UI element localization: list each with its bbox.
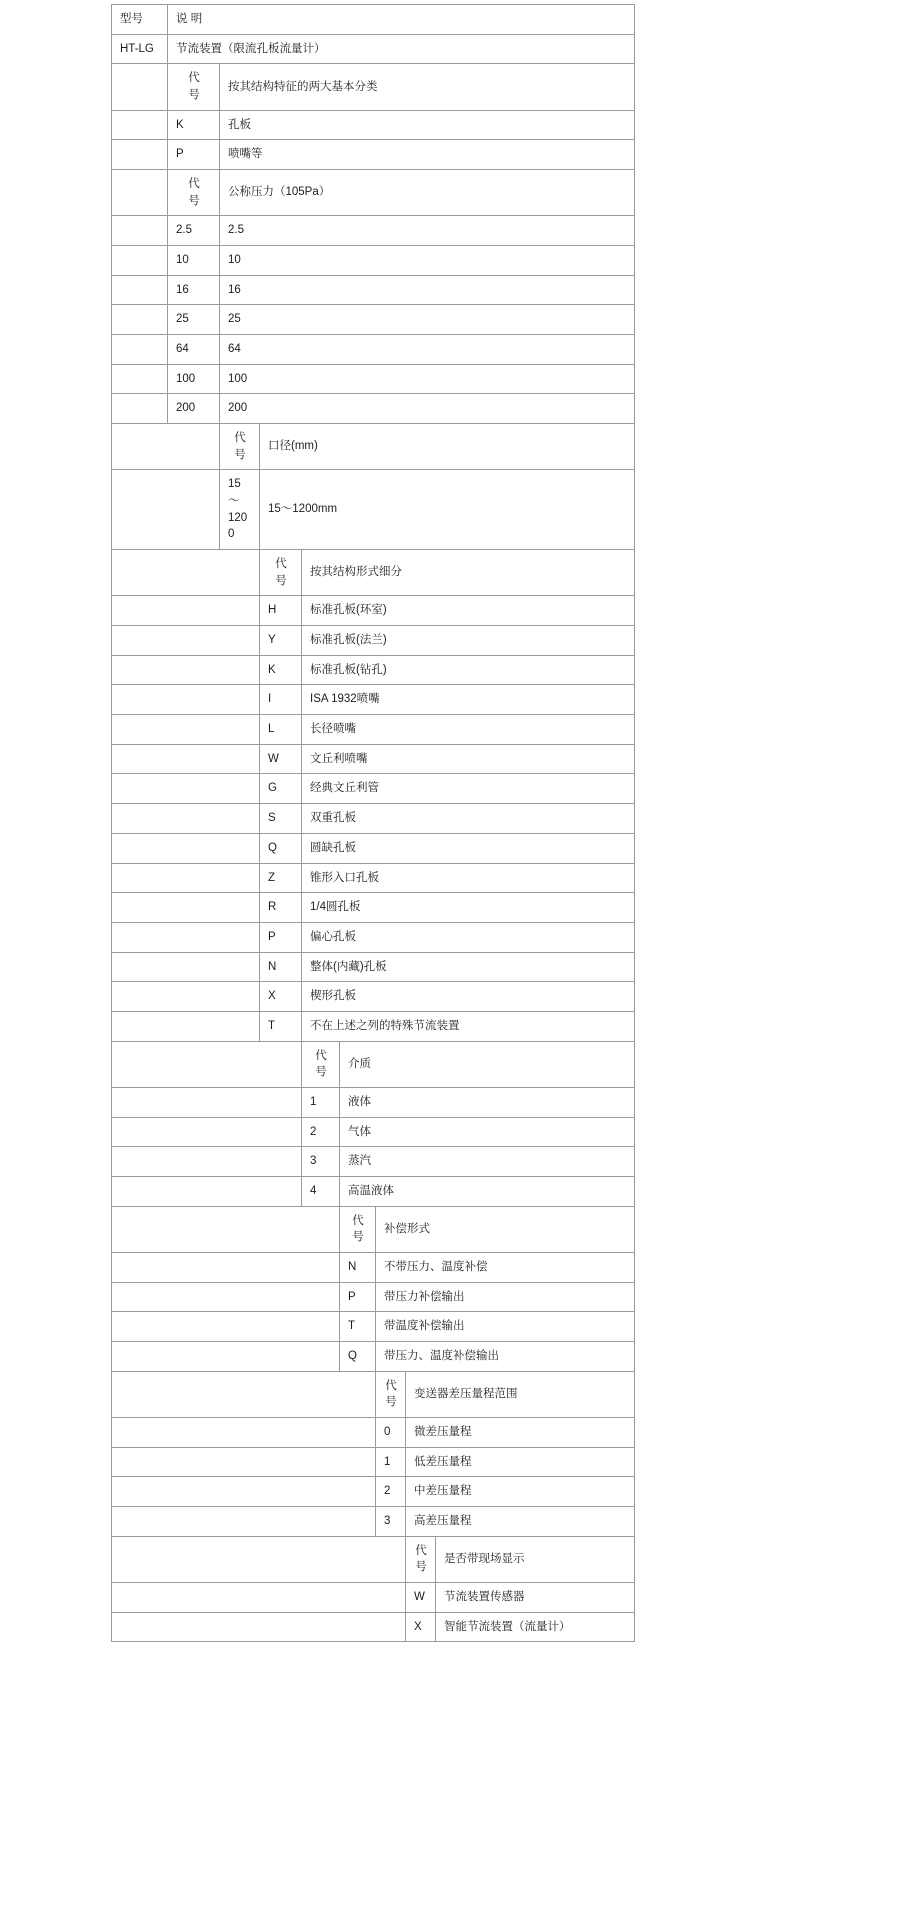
section-header-row-compensation-form bbox=[112, 1206, 635, 1252]
header-code-cell: 型号 bbox=[112, 5, 168, 35]
transmitter-differential-pressure-range-code-4: 3 bbox=[376, 1506, 406, 1536]
structure-form-subdivision-code-14: X bbox=[260, 982, 302, 1012]
structure-form-subdivision-row-indent bbox=[112, 893, 260, 923]
structure-form-subdivision-row-indent bbox=[112, 922, 260, 952]
transmitter-differential-pressure-range-desc-2: 低差压量程 bbox=[406, 1447, 635, 1477]
nominal-pressure-desc-5: 64 bbox=[220, 335, 635, 365]
nominal-pressure-code-1: 2.5 bbox=[168, 216, 220, 246]
table-row bbox=[112, 922, 635, 952]
structure-basic-classification-row-indent bbox=[112, 140, 168, 170]
structure-basic-classification-code-header bbox=[168, 64, 220, 110]
nominal-pressure-row-indent bbox=[112, 275, 168, 305]
table-row bbox=[112, 1147, 635, 1177]
nominal-pressure-code-5: 64 bbox=[168, 335, 220, 365]
structure-form-subdivision-desc-3: 标准孔板(钻孔) bbox=[302, 655, 635, 685]
table-row bbox=[112, 1417, 635, 1447]
table-row bbox=[112, 1447, 635, 1477]
nominal-pressure-desc-7: 200 bbox=[220, 394, 635, 424]
table-row bbox=[112, 1582, 635, 1612]
model-desc-cell: 节流装置（限流孔板流量计） bbox=[168, 34, 635, 64]
compensation-form-code-3: T bbox=[340, 1312, 376, 1342]
transmitter-differential-pressure-range-row-indent bbox=[112, 1447, 376, 1477]
medium-indent bbox=[112, 1041, 302, 1087]
section-header-row-structure-form-subdivision bbox=[112, 550, 635, 596]
bore-diameter-desc-header: 口径(mm) bbox=[260, 424, 635, 470]
vertical-char: 号 bbox=[315, 1066, 327, 1079]
vertical-char: 代 bbox=[352, 1214, 364, 1227]
compensation-form-code-1: N bbox=[340, 1252, 376, 1282]
compensation-form-row-indent bbox=[112, 1282, 340, 1312]
nominal-pressure-row-indent bbox=[112, 335, 168, 365]
with-local-display-desc-header: 是否带现场显示 bbox=[436, 1536, 635, 1582]
medium-row-indent bbox=[112, 1117, 302, 1147]
vertical-char: 代 bbox=[188, 72, 200, 85]
vertical-char: 代 bbox=[188, 178, 200, 191]
table-row bbox=[112, 1477, 635, 1507]
structure-form-subdivision-code-9: Q bbox=[260, 833, 302, 863]
table-row bbox=[112, 364, 635, 394]
structure-form-subdivision-code-4: I bbox=[260, 685, 302, 715]
structure-form-subdivision-row-indent bbox=[112, 596, 260, 626]
model-designation-table bbox=[111, 4, 635, 1642]
medium-desc-header: 介质 bbox=[340, 1041, 635, 1087]
transmitter-differential-pressure-range-row-indent bbox=[112, 1477, 376, 1507]
vertical-char: 代 bbox=[385, 1379, 397, 1392]
structure-form-subdivision-desc-9: 圆缺孔板 bbox=[302, 833, 635, 863]
structure-form-subdivision-desc-header: 按其结构形式细分 bbox=[302, 550, 635, 596]
structure-basic-classification-desc-2: 喷嘴等 bbox=[220, 140, 635, 170]
table-row bbox=[112, 804, 635, 834]
section-header-row-nominal-pressure bbox=[112, 170, 635, 216]
structure-form-subdivision-row-indent bbox=[112, 774, 260, 804]
structure-form-subdivision-desc-15: 不在上述之列的特殊节流装置 bbox=[302, 1011, 635, 1041]
nominal-pressure-desc-6: 100 bbox=[220, 364, 635, 394]
with-local-display-code-1: W bbox=[406, 1582, 436, 1612]
structure-form-subdivision-code-12: P bbox=[260, 922, 302, 952]
table-row bbox=[112, 1252, 635, 1282]
table-row bbox=[112, 1341, 635, 1371]
bore-diameter-code-header bbox=[220, 424, 260, 470]
nominal-pressure-code-2: 10 bbox=[168, 246, 220, 276]
table-row bbox=[112, 952, 635, 982]
table-row bbox=[112, 1087, 635, 1117]
section-header-row-transmitter-differential-pressure-range bbox=[112, 1371, 635, 1417]
table-row bbox=[112, 470, 635, 550]
nominal-pressure-code-7: 200 bbox=[168, 394, 220, 424]
medium-desc-4: 高温液体 bbox=[340, 1176, 635, 1206]
medium-code-3: 3 bbox=[302, 1147, 340, 1177]
medium-code-2: 2 bbox=[302, 1117, 340, 1147]
structure-basic-classification-row-indent bbox=[112, 110, 168, 140]
table-row bbox=[112, 774, 635, 804]
table-row bbox=[112, 1612, 635, 1642]
nominal-pressure-row-indent bbox=[112, 216, 168, 246]
transmitter-differential-pressure-range-desc-4: 高差压量程 bbox=[406, 1506, 635, 1536]
structure-form-subdivision-code-11: R bbox=[260, 893, 302, 923]
section-header-row-with-local-display bbox=[112, 1536, 635, 1582]
table-row bbox=[112, 335, 635, 365]
structure-form-subdivision-desc-7: 经典文丘利管 bbox=[302, 774, 635, 804]
section-header-row-bore-diameter bbox=[112, 424, 635, 470]
table-row bbox=[112, 216, 635, 246]
nominal-pressure-code-header bbox=[168, 170, 220, 216]
header-row bbox=[112, 5, 635, 35]
table-row bbox=[112, 596, 635, 626]
nominal-pressure-indent bbox=[112, 170, 168, 216]
compensation-form-row-indent bbox=[112, 1341, 340, 1371]
medium-row-indent bbox=[112, 1176, 302, 1206]
table-row bbox=[112, 685, 635, 715]
structure-form-subdivision-desc-8: 双重孔板 bbox=[302, 804, 635, 834]
table-row bbox=[112, 893, 635, 923]
vertical-char: 号 bbox=[188, 194, 200, 207]
with-local-display-desc-1: 节流装置传感器 bbox=[436, 1582, 635, 1612]
compensation-form-code-2: P bbox=[340, 1282, 376, 1312]
nominal-pressure-row-indent bbox=[112, 364, 168, 394]
transmitter-differential-pressure-range-code-3: 2 bbox=[376, 1477, 406, 1507]
table-row bbox=[112, 833, 635, 863]
vertical-char: 号 bbox=[415, 1561, 427, 1574]
transmitter-differential-pressure-range-indent bbox=[112, 1371, 376, 1417]
structure-form-subdivision-row-indent bbox=[112, 833, 260, 863]
transmitter-differential-pressure-range-desc-header: 变送器差压量程范围 bbox=[406, 1371, 635, 1417]
table-row bbox=[112, 1176, 635, 1206]
table-row bbox=[112, 655, 635, 685]
vertical-char: 号 bbox=[352, 1231, 364, 1244]
table-row bbox=[112, 246, 635, 276]
structure-form-subdivision-row-indent bbox=[112, 1011, 260, 1041]
transmitter-differential-pressure-range-desc-3: 中差压量程 bbox=[406, 1477, 635, 1507]
structure-basic-classification-indent bbox=[112, 64, 168, 110]
vertical-char: 代 bbox=[275, 558, 287, 571]
table-body bbox=[112, 5, 635, 1642]
nominal-pressure-row-indent bbox=[112, 394, 168, 424]
transmitter-differential-pressure-range-row-indent bbox=[112, 1417, 376, 1447]
structure-form-subdivision-desc-12: 偏心孔板 bbox=[302, 922, 635, 952]
table-row bbox=[112, 1506, 635, 1536]
structure-form-subdivision-code-header bbox=[260, 550, 302, 596]
bore-diameter-indent bbox=[112, 424, 220, 470]
table-row bbox=[112, 744, 635, 774]
vertical-char: 代 bbox=[315, 1049, 327, 1062]
structure-form-subdivision-row-indent bbox=[112, 952, 260, 982]
medium-row-indent bbox=[112, 1147, 302, 1177]
vertical-char: 号 bbox=[234, 448, 246, 461]
compensation-form-code-4: Q bbox=[340, 1341, 376, 1371]
structure-form-subdivision-desc-10: 锥形入口孔板 bbox=[302, 863, 635, 893]
vertical-char: 代 bbox=[234, 432, 246, 445]
nominal-pressure-desc-header: 公称压力（105Pa） bbox=[220, 170, 635, 216]
medium-desc-2: 气体 bbox=[340, 1117, 635, 1147]
structure-form-subdivision-row-indent bbox=[112, 744, 260, 774]
transmitter-differential-pressure-range-desc-1: 微差压量程 bbox=[406, 1417, 635, 1447]
transmitter-differential-pressure-range-code-header bbox=[376, 1371, 406, 1417]
compensation-form-desc-4: 带压力、温度补偿输出 bbox=[376, 1341, 635, 1371]
structure-form-subdivision-code-13: N bbox=[260, 952, 302, 982]
structure-form-subdivision-desc-14: 楔形孔板 bbox=[302, 982, 635, 1012]
medium-desc-3: 蒸汽 bbox=[340, 1147, 635, 1177]
vertical-char: 号 bbox=[385, 1396, 397, 1409]
transmitter-differential-pressure-range-code-1: 0 bbox=[376, 1417, 406, 1447]
bore-diameter-code-1: 15～1200 bbox=[220, 470, 260, 550]
structure-form-subdivision-row-indent bbox=[112, 715, 260, 745]
with-local-display-desc-2: 智能节流装置（流量计） bbox=[436, 1612, 635, 1642]
structure-form-subdivision-row-indent bbox=[112, 863, 260, 893]
table-row bbox=[112, 1282, 635, 1312]
with-local-display-row-indent bbox=[112, 1612, 406, 1642]
medium-desc-1: 液体 bbox=[340, 1087, 635, 1117]
table-row bbox=[112, 140, 635, 170]
transmitter-differential-pressure-range-row-indent bbox=[112, 1506, 376, 1536]
table-row bbox=[112, 1011, 635, 1041]
nominal-pressure-desc-4: 25 bbox=[220, 305, 635, 335]
structure-form-subdivision-desc-11: 1/4圆孔板 bbox=[302, 893, 635, 923]
vertical-char: 号 bbox=[188, 89, 200, 102]
structure-form-subdivision-desc-4: ISA 1932喷嘴 bbox=[302, 685, 635, 715]
structure-form-subdivision-desc-1: 标准孔板(环室) bbox=[302, 596, 635, 626]
section-header-row-medium bbox=[112, 1041, 635, 1087]
table-row bbox=[112, 1117, 635, 1147]
structure-form-subdivision-code-5: L bbox=[260, 715, 302, 745]
table-row bbox=[112, 982, 635, 1012]
compensation-form-row-indent bbox=[112, 1312, 340, 1342]
nominal-pressure-code-6: 100 bbox=[168, 364, 220, 394]
bore-diameter-row-indent bbox=[112, 470, 220, 550]
compensation-form-indent bbox=[112, 1206, 340, 1252]
compensation-form-desc-header: 补偿形式 bbox=[376, 1206, 635, 1252]
compensation-form-desc-3: 带温度补偿输出 bbox=[376, 1312, 635, 1342]
structure-form-subdivision-desc-5: 长径喷嘴 bbox=[302, 715, 635, 745]
nominal-pressure-row-indent bbox=[112, 246, 168, 276]
model-row bbox=[112, 34, 635, 64]
table-row bbox=[112, 1312, 635, 1342]
structure-form-subdivision-code-2: Y bbox=[260, 626, 302, 656]
with-local-display-indent bbox=[112, 1536, 406, 1582]
structure-form-subdivision-code-8: S bbox=[260, 804, 302, 834]
nominal-pressure-code-3: 16 bbox=[168, 275, 220, 305]
structure-form-subdivision-indent bbox=[112, 550, 260, 596]
nominal-pressure-code-4: 25 bbox=[168, 305, 220, 335]
structure-form-subdivision-row-indent bbox=[112, 685, 260, 715]
structure-form-subdivision-code-15: T bbox=[260, 1011, 302, 1041]
nominal-pressure-desc-2: 10 bbox=[220, 246, 635, 276]
with-local-display-row-indent bbox=[112, 1582, 406, 1612]
structure-form-subdivision-row-indent bbox=[112, 655, 260, 685]
structure-form-subdivision-desc-6: 文丘利喷嘴 bbox=[302, 744, 635, 774]
structure-form-subdivision-code-3: K bbox=[260, 655, 302, 685]
table-row bbox=[112, 275, 635, 305]
structure-form-subdivision-row-indent bbox=[112, 626, 260, 656]
structure-form-subdivision-row-indent bbox=[112, 804, 260, 834]
structure-form-subdivision-code-7: G bbox=[260, 774, 302, 804]
model-code-cell: HT-LG bbox=[112, 34, 168, 64]
structure-form-subdivision-code-10: Z bbox=[260, 863, 302, 893]
medium-code-header bbox=[302, 1041, 340, 1087]
structure-basic-classification-desc-header: 按其结构特征的两大基本分类 bbox=[220, 64, 635, 110]
medium-row-indent bbox=[112, 1087, 302, 1117]
nominal-pressure-row-indent bbox=[112, 305, 168, 335]
bore-diameter-desc-1: 15～1200mm bbox=[260, 470, 635, 550]
transmitter-differential-pressure-range-code-2: 1 bbox=[376, 1447, 406, 1477]
structure-basic-classification-code-1: K bbox=[168, 110, 220, 140]
compensation-form-row-indent bbox=[112, 1252, 340, 1282]
structure-form-subdivision-code-6: W bbox=[260, 744, 302, 774]
structure-basic-classification-code-2: P bbox=[168, 140, 220, 170]
structure-form-subdivision-desc-2: 标准孔板(法兰) bbox=[302, 626, 635, 656]
compensation-form-desc-2: 带压力补偿输出 bbox=[376, 1282, 635, 1312]
table-row bbox=[112, 305, 635, 335]
header-desc-cell: 说 明 bbox=[168, 5, 635, 35]
nominal-pressure-desc-3: 16 bbox=[220, 275, 635, 305]
structure-form-subdivision-desc-13: 整体(内藏)孔板 bbox=[302, 952, 635, 982]
table-row bbox=[112, 110, 635, 140]
structure-form-subdivision-row-indent bbox=[112, 982, 260, 1012]
table-row bbox=[112, 626, 635, 656]
table-row bbox=[112, 394, 635, 424]
vertical-char: 号 bbox=[275, 574, 287, 587]
structure-form-subdivision-code-1: H bbox=[260, 596, 302, 626]
medium-code-4: 4 bbox=[302, 1176, 340, 1206]
with-local-display-code-header bbox=[406, 1536, 436, 1582]
with-local-display-code-2: X bbox=[406, 1612, 436, 1642]
vertical-char: 代 bbox=[415, 1544, 427, 1557]
table-row bbox=[112, 863, 635, 893]
compensation-form-desc-1: 不带压力、温度补偿 bbox=[376, 1252, 635, 1282]
medium-code-1: 1 bbox=[302, 1087, 340, 1117]
compensation-form-code-header bbox=[340, 1206, 376, 1252]
section-header-row-structure-basic-classification bbox=[112, 64, 635, 110]
nominal-pressure-desc-1: 2.5 bbox=[220, 216, 635, 246]
table-row bbox=[112, 715, 635, 745]
structure-basic-classification-desc-1: 孔板 bbox=[220, 110, 635, 140]
